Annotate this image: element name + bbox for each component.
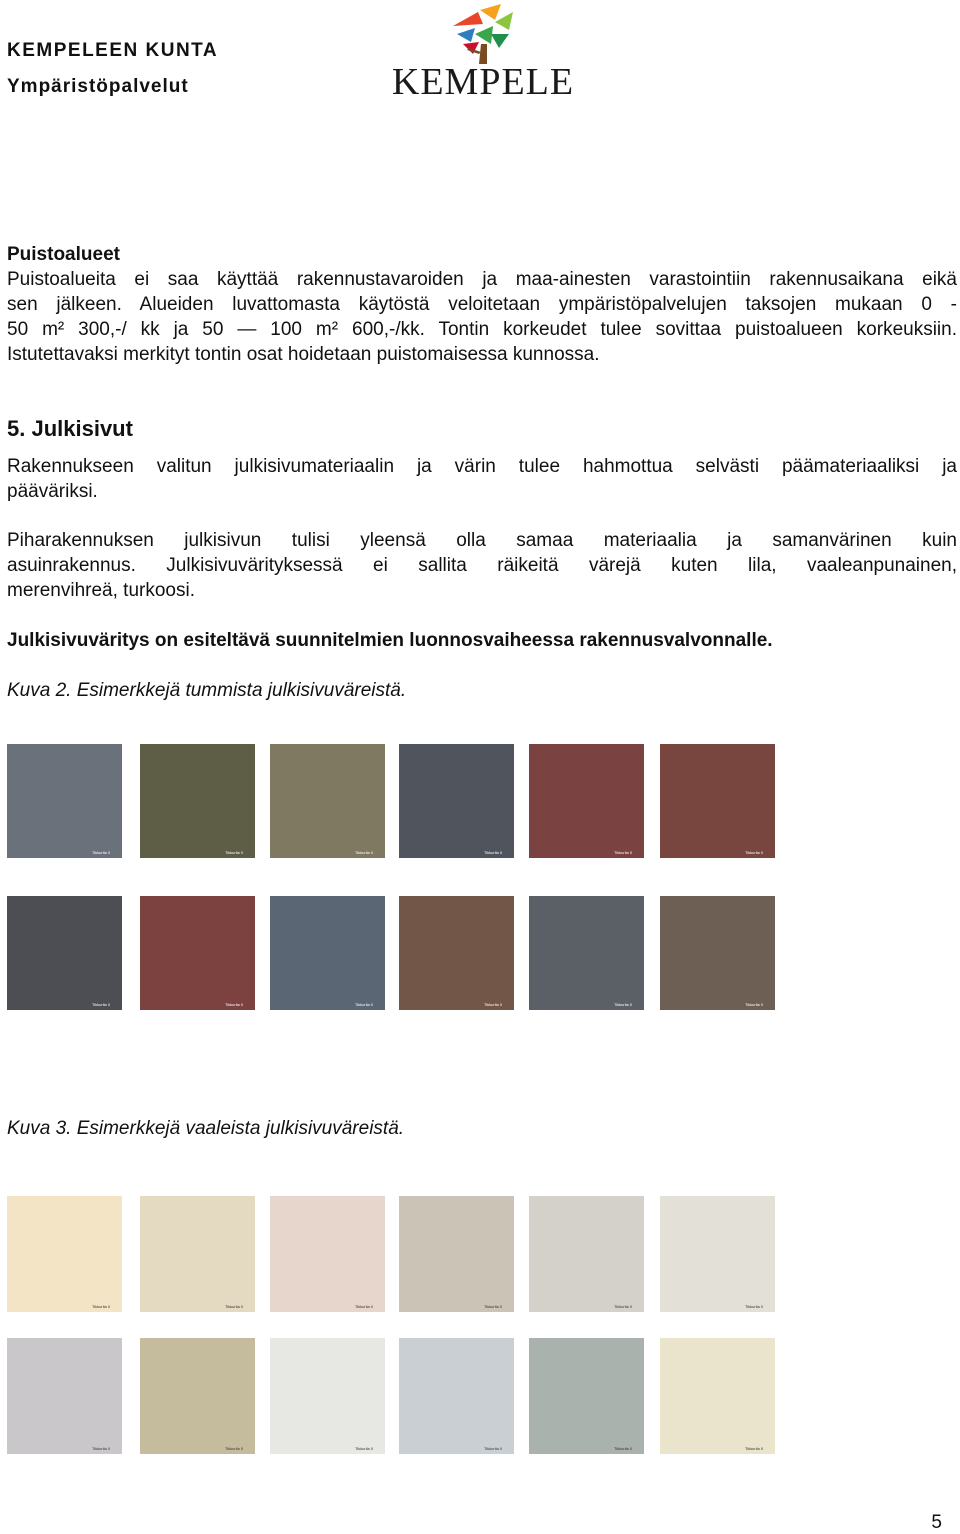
swatch-label: Tikkurila 0 [225, 1304, 244, 1309]
facades-paragraph-1 [7, 454, 957, 504]
color-swatch [270, 1338, 385, 1454]
facades-heading: 5. Julkisivut [7, 416, 133, 441]
light-colors-caption: Kuva 3. Esimerkkejä vaaleista julkisivuväreistä. [7, 1118, 405, 1139]
swatch-label: Tikkurila 0 [614, 850, 633, 855]
color-swatch [270, 744, 385, 858]
color-swatch [7, 896, 122, 1010]
swatch-label: Tikkurila 0 [745, 1002, 764, 1007]
parks-text-line: Istutettavaksi merkityt tontin osat hoidetaan puistomaisessa kunnossa. [7, 344, 600, 365]
swatch-label: Tikkurila 0 [355, 1002, 374, 1007]
parks-section [7, 242, 957, 367]
color-swatch [270, 896, 385, 1010]
light-caption-block [7, 1116, 957, 1141]
swatch-label: Tikkurila 0 [92, 1002, 111, 1007]
swatch-label: Tikkurila 0 [225, 1446, 244, 1451]
swatch-label: Tikkurila 0 [614, 1304, 633, 1309]
swatch-label: Tikkurila 0 [484, 850, 503, 855]
color-swatch [7, 1196, 122, 1312]
swatch-label: Tikkurila 0 [92, 1304, 111, 1309]
color-swatch [399, 1338, 514, 1454]
color-swatch [399, 1196, 514, 1312]
dark-colors-caption: Kuva 2. Esimerkkejä tummista julkisivuväreistä. [7, 680, 407, 701]
kempele-logo [383, 4, 583, 103]
swatch-label: Tikkurila 0 [92, 850, 111, 855]
color-swatch [529, 1338, 644, 1454]
swatch-label: Tikkurila 0 [92, 1446, 111, 1451]
facades-text-line: pääväriksi. [7, 481, 98, 502]
swatch-label: Tikkurila 0 [745, 1304, 764, 1309]
swatch-label: Tikkurila 0 [355, 850, 374, 855]
color-swatch [660, 1196, 775, 1312]
swatch-label: Tikkurila 0 [355, 1304, 374, 1309]
facades-paragraph-2 [7, 528, 957, 603]
color-swatch [140, 1338, 255, 1454]
color-swatch [270, 1196, 385, 1312]
swatch-label: Tikkurila 0 [484, 1304, 503, 1309]
dark-caption-block [7, 678, 957, 703]
color-swatch [140, 1196, 255, 1312]
color-swatch [7, 1338, 122, 1454]
facade-approval-note: Julkisivuväritys on esiteltävä suunnitelmien luonnosvaiheessa rakennusvalvonnalle. [7, 630, 773, 651]
swatch-label: Tikkurila 0 [225, 850, 244, 855]
facade-approval-note-block [7, 628, 957, 653]
parks-text-line: 50 m² 300,-/ kk ja 50 — 100 m² 600,-/kk. Tontin korkeudet tulee sovittaa puistoalueen korkeuksiin. [7, 319, 957, 340]
color-swatch [7, 744, 122, 858]
department-name: Ympäristöpalvelut [7, 76, 189, 97]
facades-text-line: merenvihreä, turkoosi. [7, 580, 195, 601]
swatch-label: Tikkurila 0 [614, 1446, 633, 1451]
color-swatch [660, 744, 775, 858]
logo-wordmark: KEMPELE [391, 61, 575, 103]
color-swatch [140, 896, 255, 1010]
organization-name: KEMPELEEN KUNTA [7, 40, 219, 61]
color-swatch [399, 896, 514, 1010]
parks-text-line: Puistoalueita ei saa käyttää rakennustavaroiden ja maa-ainesten varastointiin rakennusaikana eikä [7, 269, 957, 290]
color-swatch [140, 744, 255, 858]
tree-logo-icon [383, 4, 583, 64]
facades-text-line: Piharakennuksen julkisivun tulisi yleensä olla samaa materiaalia ja samanvärinen kuin [7, 530, 957, 551]
facades-text-line: asuinrakennus. Julkisivuvärityksessä ei sallita räikeitä värejä kuten lila, vaaleanpunainen, [7, 555, 957, 576]
swatch-label: Tikkurila 0 [355, 1446, 374, 1451]
swatch-label: Tikkurila 0 [484, 1446, 503, 1451]
color-swatch [529, 896, 644, 1010]
swatch-label: Tikkurila 0 [225, 1002, 244, 1007]
swatch-label: Tikkurila 0 [745, 850, 764, 855]
parks-text-line: sen jälkeen. Alueiden luvattomasta käytöstä veloitetaan ympäristöpalvelujen taksojen mukaan 0 - [7, 294, 957, 315]
color-swatch [529, 1196, 644, 1312]
swatch-label: Tikkurila 0 [484, 1002, 503, 1007]
facades-heading-block [7, 416, 957, 441]
color-swatch [660, 896, 775, 1010]
swatch-label: Tikkurila 0 [614, 1002, 633, 1007]
color-swatch [660, 1338, 775, 1454]
color-swatch [529, 744, 644, 858]
parks-heading: Puistoalueet [7, 244, 120, 265]
swatch-label: Tikkurila 0 [745, 1446, 764, 1451]
page-number: 5 [931, 1512, 942, 1533]
facades-text-line: Rakennukseen valitun julkisivumateriaalin ja värin tulee hahmottua selvästi päämateriaaliksi ja [7, 456, 957, 477]
color-swatch [399, 744, 514, 858]
